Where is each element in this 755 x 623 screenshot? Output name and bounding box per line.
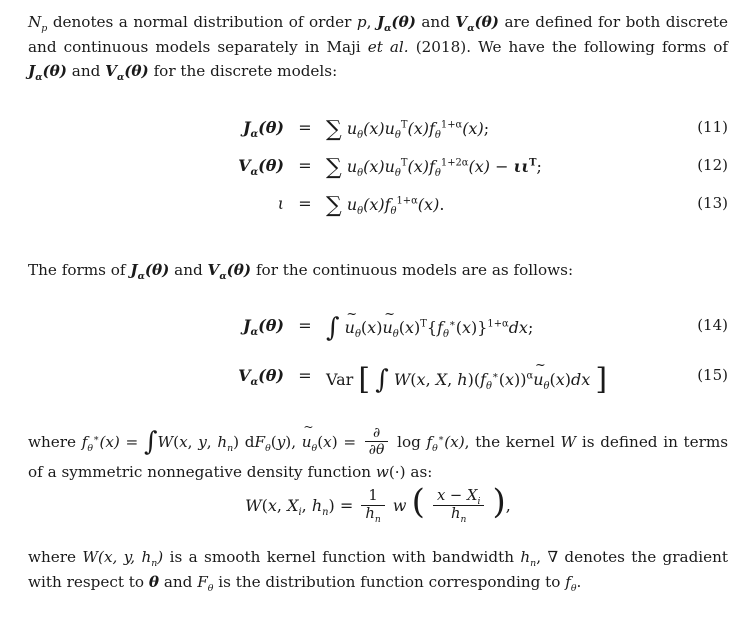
integral-icon: ∫: [326, 313, 340, 343]
symbol-W-x-y-hn: W(x, y, $h_n$): [82, 548, 164, 570]
paragraph-kernel-definition: where $f_\theta^∗(x) = \int W(x$, y, $h_n$) $dF_\theta(y)$, ~ $u_\theta(x)$ = $\frac{\partial}{\partial\theta}$ $\log f_\theta^∗(x)$, the kernel W is defined in terms of a symmetric nonnegative density function w(·) as:: [28, 420, 729, 482]
equation-kernel-display: W(x, $X_i$, $h_n$) = $\frac{1}{h_n}$ w ( $\frac{x - X_i}{h_n}$ ),: [245, 482, 511, 525]
paragraph-kernel-explanation: [28, 545, 728, 594]
symbol-fstar-theta-x-2: $f_\theta^∗(x)$: [426, 432, 465, 455]
symbol-Np: $N_p$: [28, 13, 48, 35]
equation-15-row: [28, 350, 728, 400]
equation-15-equals: =: [298, 365, 312, 385]
symbol-integral-W-dF: ∫W(x, y, $h_n$) $dF_\theta(y)$: [143, 427, 292, 457]
log-operator: log: [397, 433, 421, 451]
bracket-close: ]: [595, 361, 608, 397]
p3-text-2: , the kernel: [464, 433, 555, 451]
symbol-W: W: [560, 433, 577, 451]
p4-text-7: .: [576, 572, 582, 591]
citation-etal: et al.: [367, 37, 409, 56]
equation-11-equals: =: [298, 117, 312, 137]
p1-text-2: and: [421, 13, 450, 31]
symbol-V-alpha-theta-2: $V_\alpha(\theta)$: [105, 62, 149, 84]
p4-text-3: ,: [536, 548, 542, 566]
symbol-J-alpha-theta: $J_\alpha(\theta)$: [376, 13, 416, 35]
equation-12-lhs: $V_\alpha(\theta)$: [238, 155, 284, 178]
nabla-icon: ∇: [547, 548, 559, 566]
kernel-equation-comma: ,: [505, 496, 511, 515]
p4-text-2: is a smooth kernel function with bandwidth: [169, 548, 514, 566]
paren-open: (: [411, 482, 425, 522]
equation-12-tag: (12): [697, 156, 728, 174]
sum-icon: ∑: [326, 192, 342, 218]
equation-15-tag: (15): [697, 366, 728, 384]
symbol-V-alpha-theta-3: $V_\alpha(\theta)$: [207, 261, 252, 283]
equation-11-lhs: $J_\alpha(\theta)$: [242, 117, 284, 140]
symbol-theta-bold: θ: [148, 572, 159, 591]
symbol-J-alpha-theta-3: $J_\alpha(\theta)$: [130, 261, 170, 283]
equation-15-rhs: Var [ ∫ W(x, X, $h)(f_\theta^∗(x))^\alpha$ ~ $u_\theta(x)dx$ ]: [326, 358, 608, 397]
equation-12-row: [28, 146, 728, 184]
p2-text-3: for the continuous models are as follows:: [255, 261, 574, 279]
p4-text-4: denotes the gradient with respect to: [28, 548, 729, 591]
equation-13-lhs: ι: [277, 193, 284, 213]
equation-14-row: [28, 300, 728, 350]
paragraph-intro: $N_p$ denotes a normal distribution of order p, $J_\alpha(\theta)$ and $V_\alpha(\theta)$ are defined for both discrete and continuous models separately in Maji et al. (2018). We have the following forms of $J_\alpha(\theta)$ and $V_\alpha(\theta)$ for the discrete models:: [28, 13, 729, 84]
equation-13-row: [28, 184, 728, 222]
equation-13-equals: =: [298, 193, 312, 213]
symbol-V-alpha-theta: $V_\alpha(\theta)$: [455, 13, 499, 35]
p3-text-4: as:: [410, 463, 433, 482]
p1-text-5: and: [71, 62, 101, 81]
p1-text-4: (2018). We have the following forms of: [415, 37, 728, 56]
equation-14-tag: (14): [697, 316, 728, 334]
p4-text-5: and: [163, 572, 193, 591]
integral-icon: ∫: [375, 364, 389, 395]
equation-14-rhs: ∫ ~ $u_\theta(x)$ ~ $u_\theta(x)^T\{f_\theta^∗(x)\}^{1+\alpha}dx$;: [326, 306, 534, 343]
equation-13-rhs: ∑ $u_\theta(x)f_\theta^{1+\alpha}(x)$.: [326, 192, 445, 218]
equation-12-equals: =: [298, 155, 312, 175]
one-over-hn-fraction: $\frac{1}{h_n}$: [361, 488, 384, 523]
p4-text-1: where: [28, 548, 77, 566]
equation-13-tag: (13): [697, 194, 728, 212]
equation-group-continuous: [28, 300, 728, 400]
equation-11-row: [28, 108, 728, 146]
bracket-open: [: [358, 361, 371, 397]
symbol-f-theta: $f_\theta$: [565, 572, 577, 594]
symbol-fstar-theta-x: $f_\theta^∗(x)$: [81, 432, 120, 455]
equation-11-tag: (11): [697, 118, 728, 136]
symbol-F-theta: $F_\theta$: [197, 572, 214, 594]
equation-group-discrete: [28, 108, 728, 222]
p1-text-6: for the discrete models:: [153, 62, 338, 81]
symbol-w-dot: w: [375, 463, 389, 482]
p2-text-1: The forms of: [28, 261, 126, 279]
equation-12-rhs: ∑ $u_\theta(x)u_\theta^T(x)f_\theta^{1+2\alpha}(x) - \iota\iota^T$;: [326, 154, 542, 180]
p1-text-1: denotes a normal distribution of order: [52, 13, 352, 31]
symbol-u-tilde: ~ $u_\theta$: [301, 420, 318, 455]
p3-text-1: where: [28, 433, 77, 451]
p2-text-2: and: [174, 261, 203, 279]
sum-icon: ∑: [326, 116, 342, 142]
x-minus-Xi-over-hn-fraction: $\frac{x - X_i}{h_n}$: [433, 488, 484, 523]
symbol-hn: $h_n$: [520, 548, 537, 570]
var-operator: Var: [326, 369, 354, 389]
equation-14-equals: =: [298, 315, 312, 335]
p4-text-6: is the distribution function corresponding to: [218, 572, 561, 591]
sum-icon: ∑: [326, 154, 342, 180]
paren-close: ): [492, 482, 506, 522]
equation-14-lhs: $J_\alpha(\theta)$: [242, 315, 284, 338]
symbol-J-alpha-theta-2: $J_\alpha(\theta)$: [28, 62, 67, 84]
paragraph-continuous-intro: [28, 258, 728, 283]
p3-text-3: is defined in terms of a symmetric nonnegative density function: [28, 433, 729, 482]
symbol-p: p: [356, 13, 367, 31]
equation-15-lhs: $V_\alpha(\theta)$: [238, 365, 284, 388]
p1-text-3: are defined for both discrete and continuous models separately in Maji: [28, 13, 729, 56]
partial-derivative-fraction: $\frac{\partial}{\partial\theta}$: [365, 425, 389, 458]
equation-11-rhs: ∑ $u_\theta(x)u_\theta^T(x)f_\theta^{1+\alpha}(x)$;: [326, 116, 490, 142]
